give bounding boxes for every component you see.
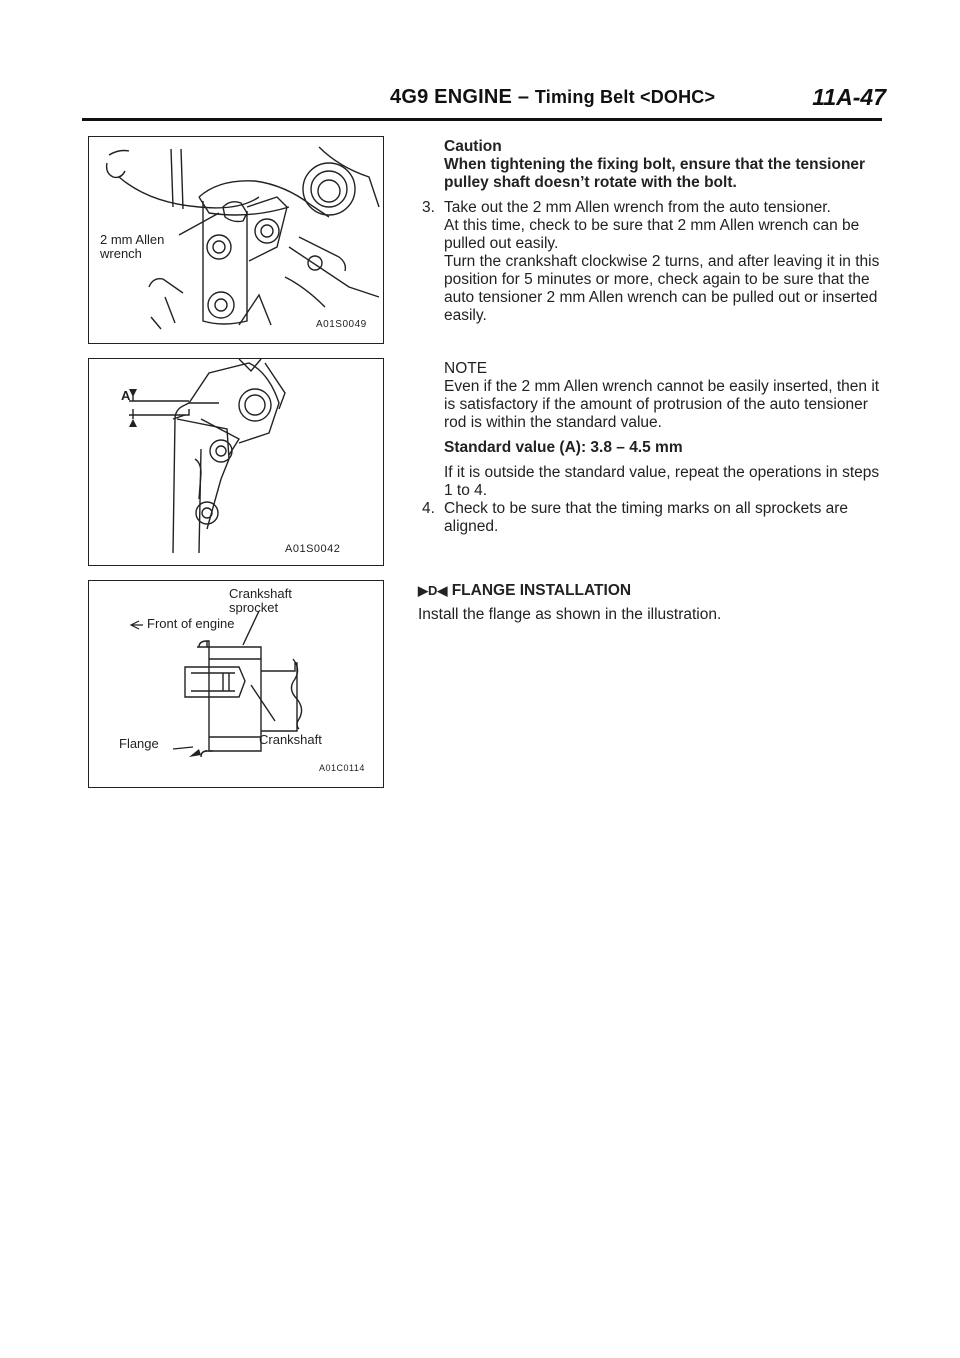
flange-section bbox=[418, 582, 882, 624]
figure-tensioner-protrusion bbox=[88, 358, 384, 566]
label-allen-wrench-2: wrench bbox=[100, 246, 142, 261]
step-4 bbox=[418, 500, 882, 536]
label-flange: Flange bbox=[119, 736, 159, 751]
label-dimension-a: A bbox=[121, 388, 131, 403]
step-4-number: 4. bbox=[422, 500, 435, 517]
step-3-number: 3. bbox=[422, 199, 435, 216]
caution-text: When tightening the fixing bolt, ensure that the tensioner pulley shaft doesn’t rotate with the bolt. bbox=[444, 156, 866, 191]
figure-flange-installation bbox=[88, 580, 384, 788]
step-3-line-2: At this time, check to be sure that 2 mm Allen wrench can be pulled out easily. bbox=[444, 217, 860, 252]
figure-code: A01S0049 bbox=[316, 319, 367, 330]
page-header bbox=[80, 84, 886, 116]
label-front-of-engine: Front of engine bbox=[147, 616, 235, 631]
label-allen-wrench-1: 2 mm Allen bbox=[100, 232, 165, 247]
flange-heading: FLANGE INSTALLATION bbox=[451, 582, 632, 599]
label-crankshaft: Crankshaft bbox=[259, 732, 322, 747]
caution-block bbox=[418, 138, 882, 325]
caution-heading: Caution bbox=[444, 138, 502, 155]
figure-allen-wrench bbox=[88, 136, 384, 344]
note-heading: NOTE bbox=[444, 360, 488, 377]
label-crankshaft-sprocket-1: Crankshaft bbox=[229, 586, 292, 601]
label-crankshaft-sprocket-2: sprocket bbox=[229, 600, 279, 615]
title-subject: Timing Belt <DOHC> bbox=[534, 87, 716, 107]
step-3 bbox=[418, 199, 882, 325]
arrow-left-icon bbox=[131, 621, 143, 629]
flange-text: Install the flange as shown in the illustration. bbox=[418, 606, 722, 623]
note-text: Even if the 2 mm Allen wrench cannot be easily inserted, then it is satisfactory if the amount of protrusion of the auto tensioner rod is within the standard value. bbox=[444, 378, 880, 431]
page-title bbox=[390, 86, 715, 109]
note-block bbox=[418, 360, 882, 536]
header-rule bbox=[82, 118, 882, 121]
section-marker: ▶D◀ bbox=[418, 583, 448, 598]
tensioner-rod-illustration bbox=[89, 359, 383, 565]
outside-standard-text: If it is outside the standard value, repeat the operations in steps 1 to 4. bbox=[444, 464, 880, 499]
title-dash: – bbox=[517, 86, 530, 108]
page-number: 11A-47 bbox=[812, 84, 886, 110]
step-3-line-3: Turn the crankshaft clockwise 2 turns, and after leaving it in this position for 5 minutes or more, check again to be sure that the auto tensioner 2 mm Allen wrench can be pulled out or inserted easily. bbox=[444, 253, 880, 324]
step-4-text: Check to be sure that the timing marks on all sprockets are aligned. bbox=[444, 500, 849, 535]
step-3-line-1: Take out the 2 mm Allen wrench from the auto tensioner. bbox=[444, 199, 831, 216]
flange-heading-row bbox=[418, 582, 882, 600]
figure-code: A01S0042 bbox=[285, 543, 341, 555]
standard-value: Standard value (A): 3.8 – 4.5 mm bbox=[444, 439, 683, 456]
title-engine: 4G9 ENGINE bbox=[390, 86, 513, 108]
figure-code: A01C0114 bbox=[319, 763, 365, 773]
